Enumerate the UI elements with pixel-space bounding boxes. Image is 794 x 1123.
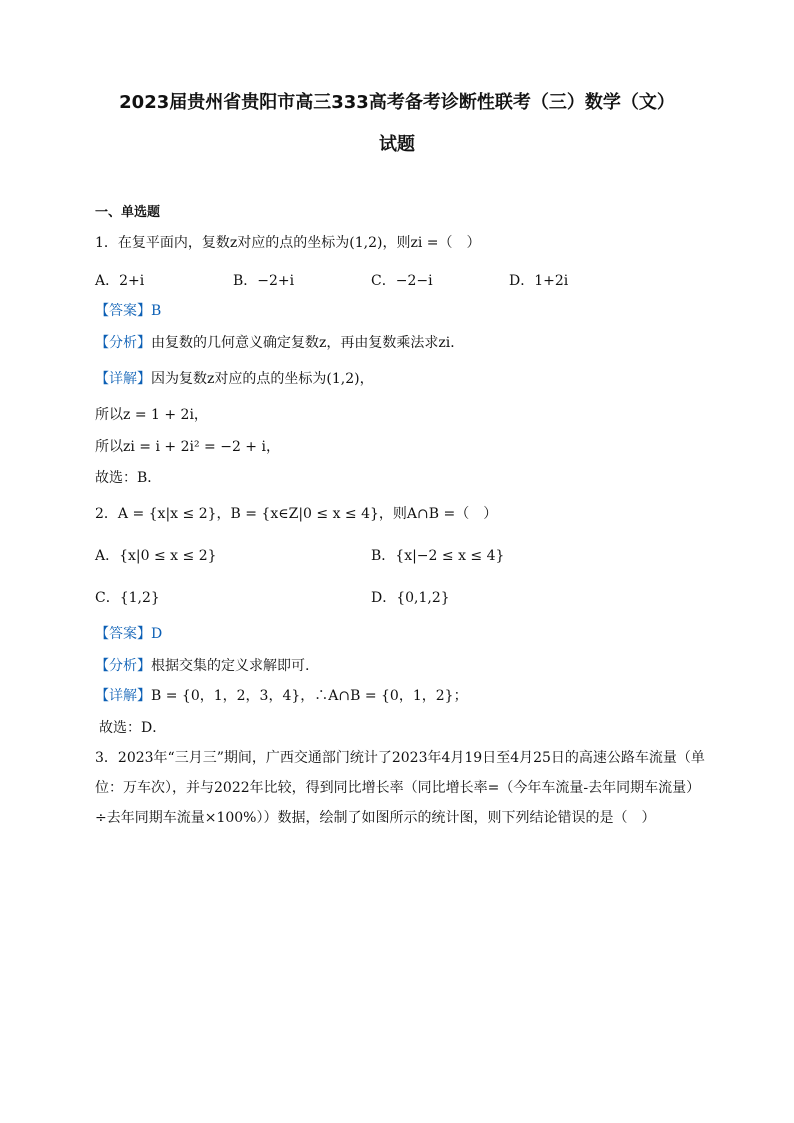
q3-stem: 3．2023年“三月三”期间，广西交通部门统计了2023年4月19日至4月25日的高速公路车流量（单位：万车次），并与2022年比较，得到同比增长率（同比增长率=（今年车流量-去年同期车流量）÷去年同期车流量×100%））数据，绘制了如图所示的统计图，则下列结论错误的是（ ） <box>95 750 705 826</box>
q1-analysis-tag: 【分析】 <box>95 335 151 351</box>
q1-option-d: D．1+2i <box>509 273 569 289</box>
section-heading: 一、单选题 <box>95 205 161 220</box>
q2-analysis-text: 根据交集的定义求解即可. <box>151 658 310 674</box>
q1-choose: 故选：B． <box>95 470 162 486</box>
q1-option-c: C．−2−i <box>371 273 433 289</box>
doc-title-line1: 2023届贵州省贵阳市高三333高考备考诊断性联考（三）数学（文） <box>119 92 675 113</box>
q1-analysis <box>95 333 464 353</box>
q1-step2: 所以zi = i + 2i² = −2 + i， <box>95 439 280 455</box>
q1-option-a: A．2+i <box>95 273 145 289</box>
q2-analysis <box>95 656 309 676</box>
q2-stem: 2．A = {x|x ≤ 2}，B = {x∈Z|0 ≤ x ≤ 4}，则A∩B =（ ） <box>95 506 498 522</box>
q1-detail-text: 因为复数z对应的点的坐标为(1,2)， <box>151 371 374 387</box>
q1-analysis-text: 由复数的几何意义确定复数z，再由复数乘法求zi． <box>151 335 465 351</box>
q2-choose: 故选：D． <box>99 720 167 736</box>
q2-option-d: D．{0,1,2} <box>371 590 450 606</box>
q1-stem: 1．在复平面内，复数z对应的点的坐标为(1,2)，则zi =（ ） <box>95 235 481 251</box>
q2-detail-text: B = {0，1，2，3，4}，∴A∩B = {0，1，2}； <box>151 688 468 704</box>
q2-option-c: C．{1,2} <box>95 590 160 606</box>
q1-answer: 【答案】B <box>95 303 162 319</box>
q1-detail <box>95 369 374 389</box>
q2-analysis-tag: 【分析】 <box>95 658 151 674</box>
q2-detail <box>95 686 468 706</box>
q1-detail-tag: 【详解】 <box>95 371 151 387</box>
q2-answer: 【答案】D <box>95 626 163 642</box>
q1-step1: 所以z = 1 + 2i， <box>95 407 208 423</box>
q2-option-b: B．{x|−2 ≤ x ≤ 4} <box>371 548 505 564</box>
q1-option-b: B．−2+i <box>233 273 295 289</box>
q2-detail-tag: 【详解】 <box>95 688 151 704</box>
q2-option-a: A．{x|0 ≤ x ≤ 2} <box>95 548 217 564</box>
doc-title-line2: 试题 <box>379 134 415 155</box>
